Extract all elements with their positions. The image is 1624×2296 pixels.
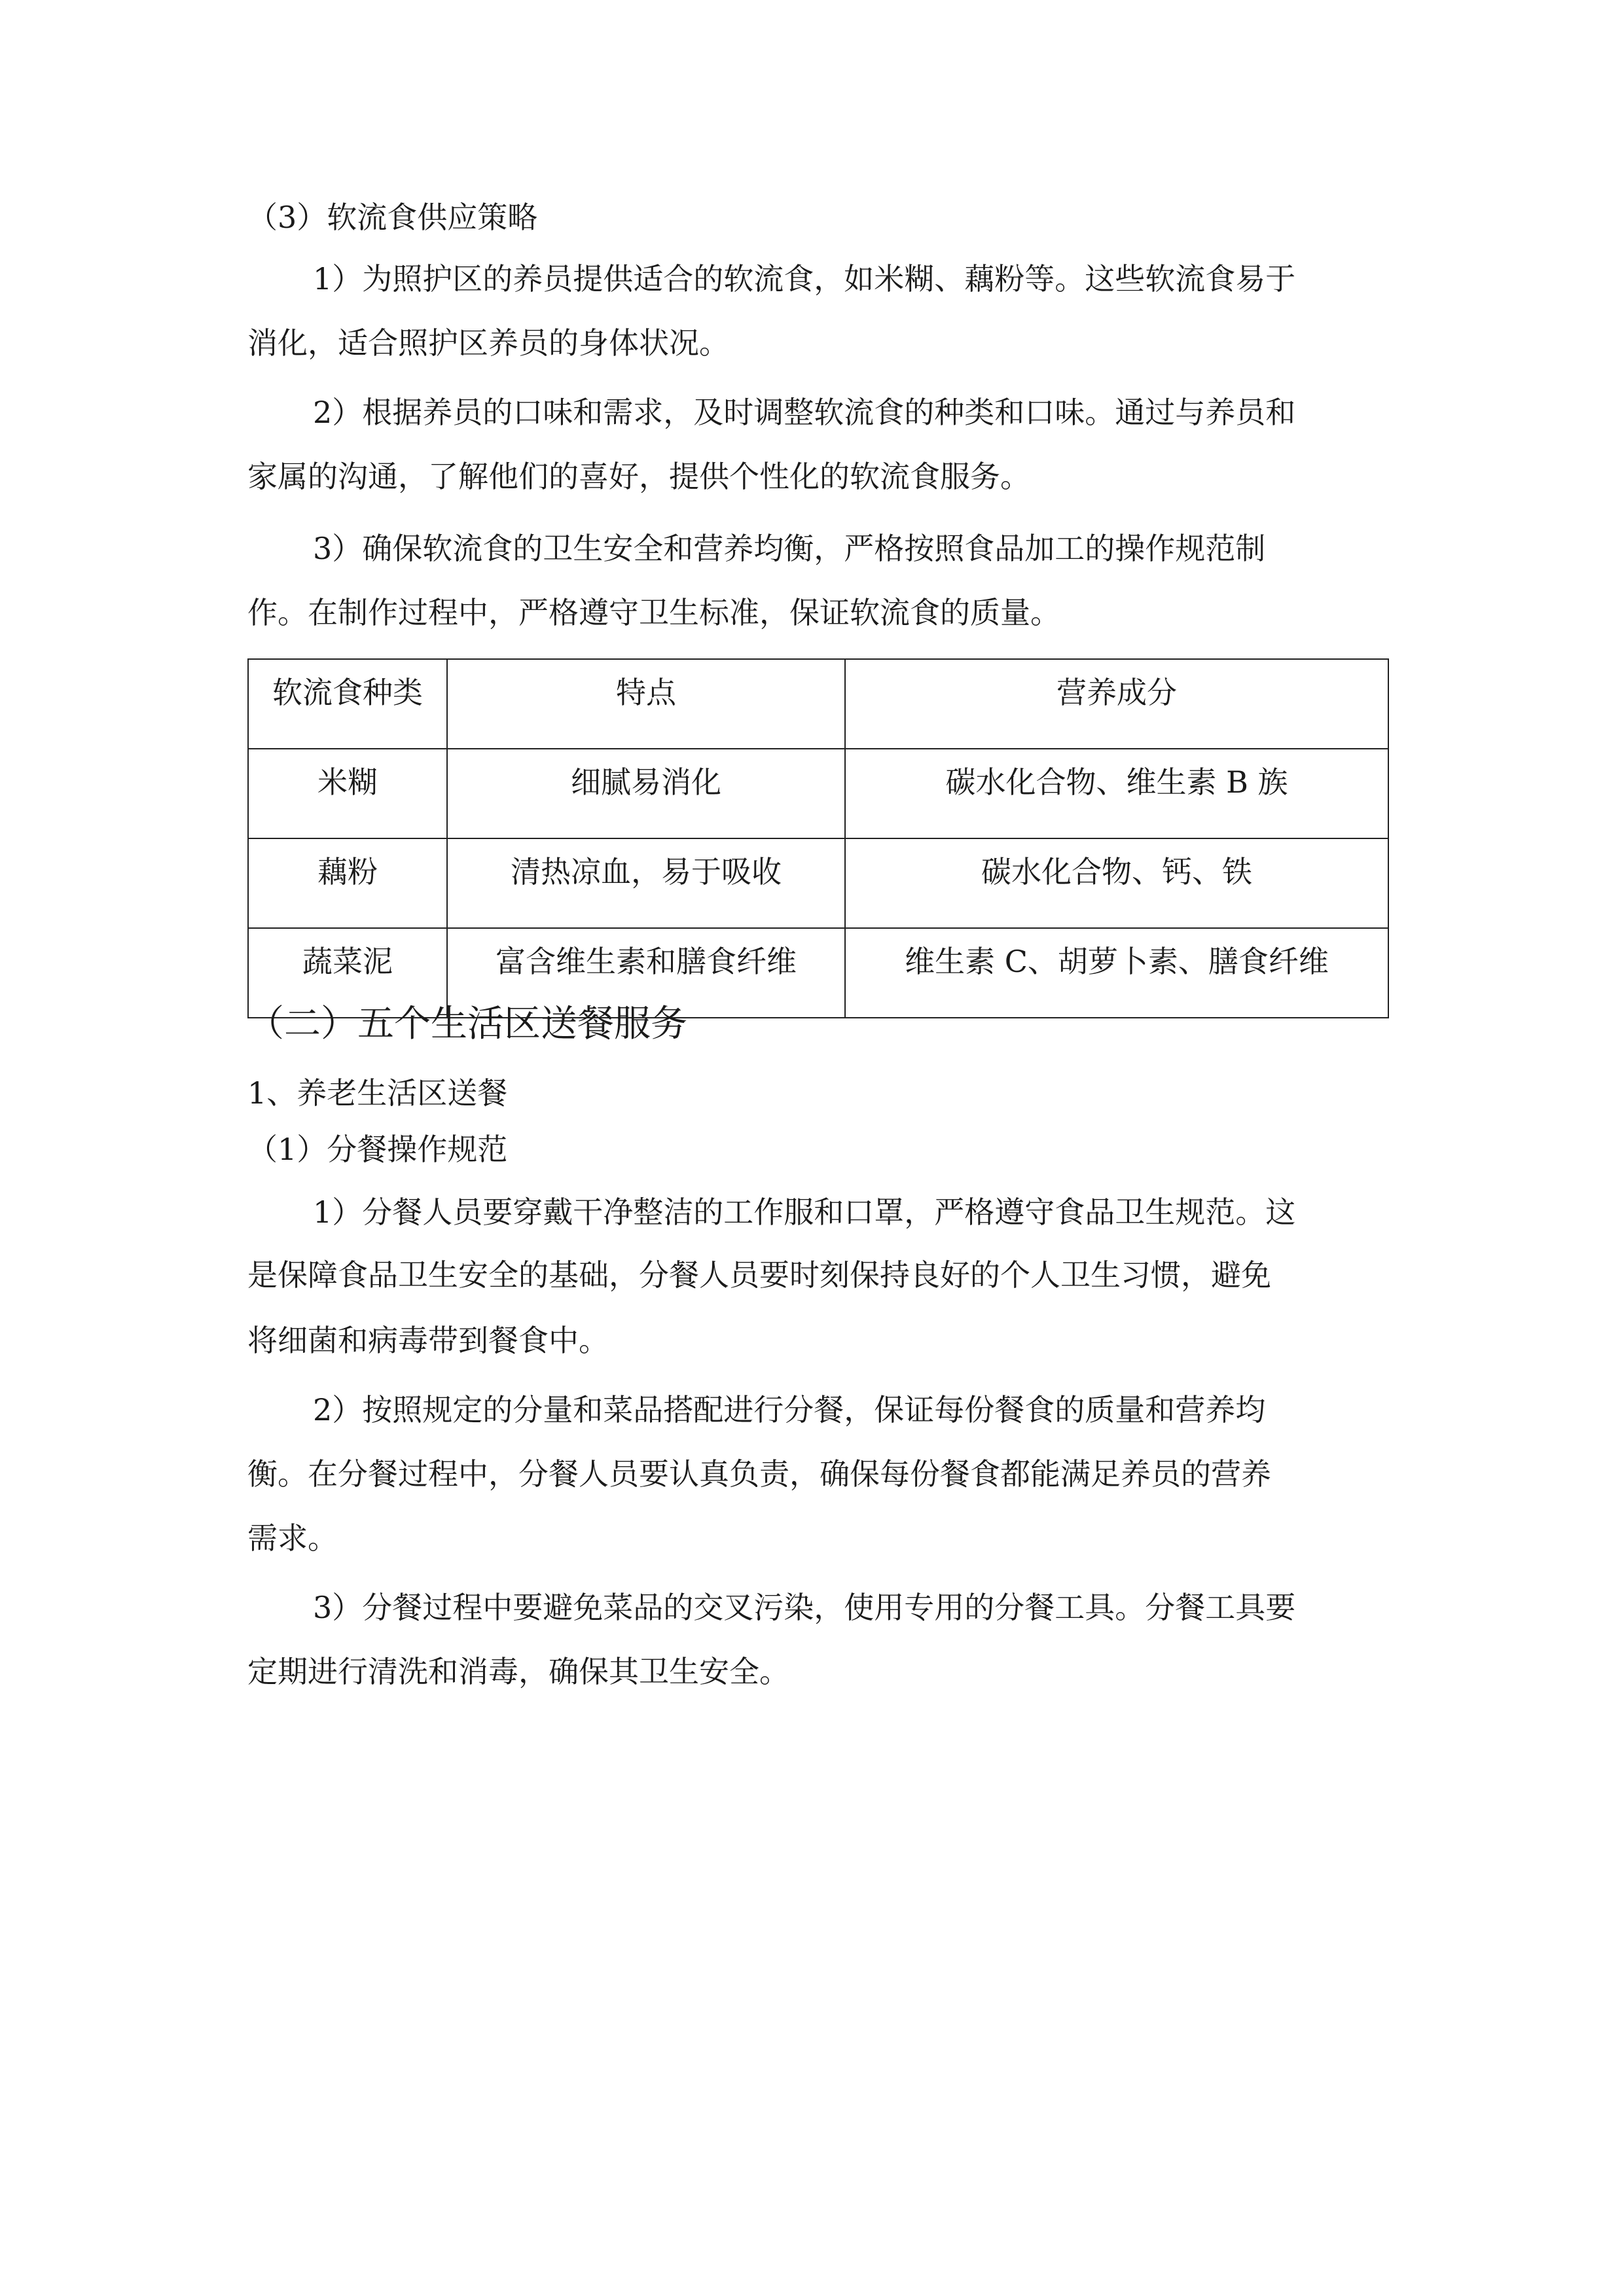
table-row [248,838,1388,928]
table-cell: 蔬菜泥 [248,928,447,1018]
table-cell: 米糊 [248,749,447,838]
paragraph-line: 1）分餐人员要穿戴干净整洁的工作服和口罩，严格遵守食品卫生规范。这 [313,1194,1296,1230]
paragraph-line: 家属的沟通，了解他们的喜好，提供个性化的软流食服务。 [247,459,1030,494]
table-header-cell: 特点 [447,659,845,749]
paragraph-line: 作。在制作过程中，严格遵守卫生标准，保证软流食的质量。 [247,595,1060,630]
paragraph-line: 将细菌和病毒带到餐食中。 [247,1323,609,1358]
table-cell: 碳水化合物、维生素 B 族 [845,749,1388,838]
subheading: 1、养老生活区送餐 [247,1075,508,1111]
paragraph-line: 是保障食品卫生安全的基础，分餐人员要时刻保持良好的个人卫生习惯，避免 [247,1257,1271,1293]
section-heading: （二）五个生活区送餐服务 [247,1003,687,1045]
table-cell: 维生素 C、胡萝卜素、膳食纤维 [845,928,1388,1018]
table-cell: 细腻易消化 [447,749,845,838]
paragraph-line: 1）为照护区的养员提供适合的软流食，如米糊、藕粉等。这些软流食易于 [313,261,1296,296]
table-cell: 富含维生素和膳食纤维 [447,928,845,1018]
table-cell: 清热凉血，易于吸收 [447,838,845,928]
paragraph-line: 3）分餐过程中要避免菜品的交叉污染，使用专用的分餐工具。分餐工具要 [313,1590,1296,1625]
paragraph-line: 2）根据养员的口味和需求，及时调整软流食的种类和口味。通过与养员和 [313,395,1296,430]
paragraph-line: 衡。在分餐过程中，分餐人员要认真负责，确保每份餐食都能满足养员的营养 [247,1456,1271,1492]
table-cell: 碳水化合物、钙、铁 [845,838,1388,928]
section-title: （3）软流食供应策略 [247,200,538,235]
paragraph-line: 3）确保软流食的卫生安全和营养均衡，严格按照食品加工的操作规范制 [313,531,1266,566]
table-header-cell: 营养成分 [845,659,1388,749]
table-header-row [248,659,1388,749]
paragraph-line: 消化，适合照护区养员的身体状况。 [247,325,729,361]
paragraph-line: 2）按照规定的分量和菜品搭配进行分餐，保证每份餐食的质量和营养均 [313,1392,1266,1427]
table-cell: 藕粉 [248,838,447,928]
paragraph-line: 需求。 [247,1520,338,1556]
subheading: （1）分餐操作规范 [247,1132,508,1167]
table-row [248,749,1388,838]
paragraph-line: 定期进行清洗和消毒，确保其卫生安全。 [247,1654,789,1689]
table-header-cell: 软流食种类 [248,659,447,749]
soft-food-table [247,658,1389,1018]
